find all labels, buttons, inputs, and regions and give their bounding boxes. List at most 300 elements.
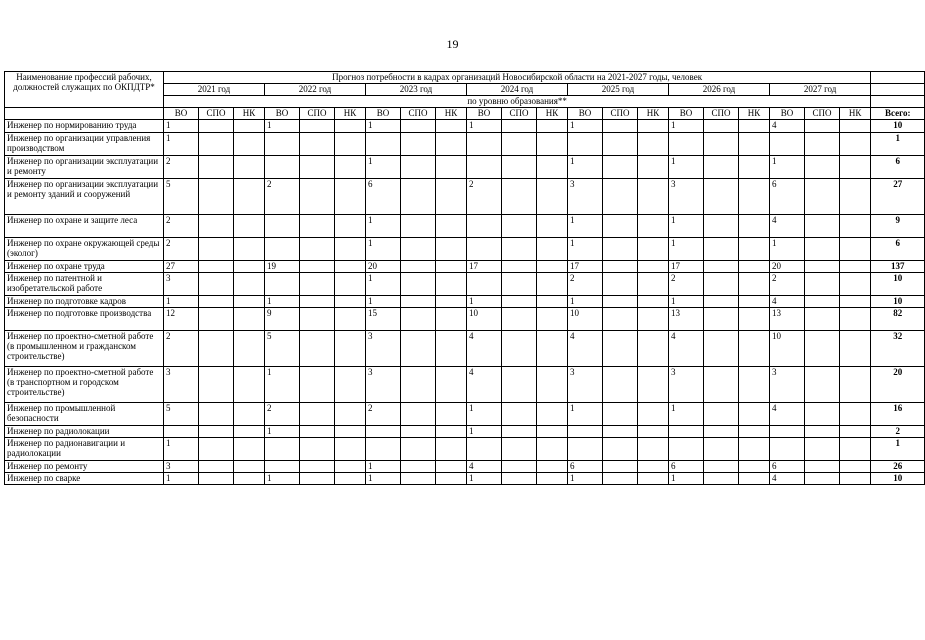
spo-value	[603, 120, 638, 133]
nk-value	[537, 261, 568, 273]
spo-value	[502, 367, 537, 403]
page-number: 19	[446, 37, 459, 51]
nk-value	[739, 179, 770, 215]
spo-value	[300, 296, 335, 308]
nk-value	[335, 261, 366, 273]
nk-value	[436, 308, 467, 331]
spo-value	[300, 215, 335, 238]
vo-value: 1	[669, 403, 704, 426]
spo-value	[603, 261, 638, 273]
vo-value: 20	[366, 261, 401, 273]
nk-value	[234, 179, 265, 215]
spo-value	[401, 331, 436, 367]
education-level-header: НК	[840, 108, 871, 120]
nk-value	[840, 120, 871, 133]
row-total: 1	[871, 133, 925, 156]
nk-value	[335, 331, 366, 367]
education-level-header: СПО	[502, 108, 537, 120]
nk-value	[537, 367, 568, 403]
spo-value	[300, 156, 335, 179]
profession-name: Инженер по охране труда	[5, 261, 164, 273]
spo-value	[401, 261, 436, 273]
row-total: 6	[871, 156, 925, 179]
year-header: 2023 год	[366, 84, 467, 96]
vo-value: 19	[265, 261, 300, 273]
vo-value: 1	[366, 296, 401, 308]
row-total: 9	[871, 215, 925, 238]
spo-value	[502, 238, 537, 261]
sub-header-row	[5, 108, 925, 120]
table-row	[5, 461, 925, 473]
vo-value: 1	[265, 426, 300, 438]
spo-value	[401, 120, 436, 133]
vo-value: 4	[770, 120, 805, 133]
table-title: Прогноз потребности в кадрах организаций Новосибирской области на 2021-2027 годы, человек	[164, 72, 871, 84]
nk-value	[335, 308, 366, 331]
spo-value	[603, 156, 638, 179]
spo-value	[401, 473, 436, 485]
spo-value	[199, 473, 234, 485]
table-row	[5, 296, 925, 308]
spo-value	[199, 133, 234, 156]
table-row	[5, 215, 925, 238]
row-total: 10	[871, 273, 925, 296]
nk-value	[234, 296, 265, 308]
vo-value	[568, 133, 603, 156]
year-header: 2027 год	[770, 84, 871, 96]
total-header: Всего:	[871, 108, 925, 120]
spo-value	[401, 438, 436, 461]
nk-value	[335, 473, 366, 485]
spo-value	[603, 238, 638, 261]
nk-value	[335, 438, 366, 461]
nk-value	[234, 473, 265, 485]
nk-value	[638, 133, 669, 156]
row-total: 10	[871, 473, 925, 485]
vo-value: 6	[568, 461, 603, 473]
row-total: 10	[871, 120, 925, 133]
spo-value	[401, 133, 436, 156]
spo-value	[199, 120, 234, 133]
nk-value	[537, 179, 568, 215]
spo-value	[401, 308, 436, 331]
nk-value	[638, 367, 669, 403]
spo-value	[603, 273, 638, 296]
spo-value	[401, 273, 436, 296]
vo-value: 4	[770, 473, 805, 485]
nk-value	[638, 273, 669, 296]
vo-value: 1	[164, 296, 199, 308]
nk-value	[335, 426, 366, 438]
spo-value	[704, 215, 739, 238]
nk-value	[739, 461, 770, 473]
spo-value	[199, 296, 234, 308]
vo-value: 1	[366, 461, 401, 473]
spo-value	[805, 120, 840, 133]
vo-value: 12	[164, 308, 199, 331]
profession-name: Инженер по радиолокации	[5, 426, 164, 438]
spo-value	[502, 296, 537, 308]
nk-value	[436, 215, 467, 238]
vo-value: 1	[568, 120, 603, 133]
vo-value: 20	[770, 261, 805, 273]
spo-value	[603, 331, 638, 367]
vo-value: 1	[164, 120, 199, 133]
vo-value: 3	[568, 367, 603, 403]
spo-value	[603, 308, 638, 331]
vo-value: 1	[366, 156, 401, 179]
spo-value	[704, 179, 739, 215]
spo-value	[300, 403, 335, 426]
nk-value	[840, 438, 871, 461]
nk-value	[840, 331, 871, 367]
total-spacer	[871, 84, 925, 96]
nk-value	[335, 461, 366, 473]
vo-value: 1	[467, 296, 502, 308]
nk-value	[234, 367, 265, 403]
nk-value	[234, 238, 265, 261]
vo-value	[467, 156, 502, 179]
nk-value	[234, 120, 265, 133]
profession-name: Инженер по подготовке кадров	[5, 296, 164, 308]
spo-value	[502, 156, 537, 179]
vo-value: 1	[770, 238, 805, 261]
nk-value	[537, 238, 568, 261]
spo-value	[300, 331, 335, 367]
vo-value: 4	[467, 461, 502, 473]
vo-value	[265, 438, 300, 461]
spo-value	[603, 215, 638, 238]
spo-value	[502, 261, 537, 273]
vo-value: 3	[164, 367, 199, 403]
nk-value	[739, 120, 770, 133]
spo-value	[502, 133, 537, 156]
table-row	[5, 273, 925, 296]
spo-value	[300, 179, 335, 215]
vo-value	[467, 133, 502, 156]
vo-value: 3	[366, 331, 401, 367]
nk-value	[537, 308, 568, 331]
spo-value	[704, 296, 739, 308]
vo-value: 2	[265, 403, 300, 426]
spo-value	[704, 156, 739, 179]
vo-value: 9	[265, 308, 300, 331]
nk-value	[638, 238, 669, 261]
spo-value	[300, 133, 335, 156]
spo-value	[805, 331, 840, 367]
vo-value: 1	[568, 473, 603, 485]
vo-value	[467, 438, 502, 461]
vo-value: 1	[265, 367, 300, 403]
spo-value	[603, 179, 638, 215]
vo-value: 1	[265, 296, 300, 308]
nk-value	[840, 215, 871, 238]
spo-value	[603, 426, 638, 438]
vo-value: 1	[669, 120, 704, 133]
profession-name: Инженер по охране окружающей среды (эколог)	[5, 238, 164, 261]
spo-value	[704, 238, 739, 261]
spo-value	[704, 426, 739, 438]
vo-value: 6	[366, 179, 401, 215]
vo-value	[467, 273, 502, 296]
nk-value	[840, 133, 871, 156]
spo-value	[401, 461, 436, 473]
nk-value	[234, 273, 265, 296]
row-total: 82	[871, 308, 925, 331]
education-level-header: СПО	[199, 108, 234, 120]
vo-value	[164, 426, 199, 438]
row-total: 10	[871, 296, 925, 308]
vo-value: 10	[467, 308, 502, 331]
vo-value: 1	[366, 120, 401, 133]
vo-value	[770, 438, 805, 461]
vo-value: 1	[164, 473, 199, 485]
nk-value	[638, 438, 669, 461]
vo-value: 2	[164, 215, 199, 238]
spo-value	[199, 426, 234, 438]
vo-value: 4	[467, 367, 502, 403]
nk-value	[739, 133, 770, 156]
vo-value: 4	[770, 215, 805, 238]
nk-value	[537, 461, 568, 473]
nk-value	[739, 308, 770, 331]
spo-value	[704, 461, 739, 473]
nk-value	[234, 461, 265, 473]
table-row	[5, 120, 925, 133]
row-total: 32	[871, 331, 925, 367]
vo-value	[366, 438, 401, 461]
spo-value	[502, 461, 537, 473]
spo-value	[502, 403, 537, 426]
nk-value	[436, 179, 467, 215]
vo-value	[366, 426, 401, 438]
nk-value	[234, 261, 265, 273]
nk-value	[234, 156, 265, 179]
spo-value	[199, 308, 234, 331]
spo-value	[300, 473, 335, 485]
nk-value	[436, 261, 467, 273]
spo-value	[805, 403, 840, 426]
vo-value: 3	[568, 179, 603, 215]
education-level-header: НК	[638, 108, 669, 120]
profession-name: Инженер по сварке	[5, 473, 164, 485]
spo-value	[805, 133, 840, 156]
education-level-header: СПО	[805, 108, 840, 120]
nk-value	[638, 261, 669, 273]
vo-value	[568, 426, 603, 438]
spo-value	[401, 403, 436, 426]
spo-value	[502, 179, 537, 215]
year-header: 2024 год	[467, 84, 568, 96]
vo-value: 1	[669, 296, 704, 308]
vo-value: 2	[164, 238, 199, 261]
profession-name: Инженер по промышленной безопасности	[5, 403, 164, 426]
vo-value	[265, 215, 300, 238]
vo-value	[265, 273, 300, 296]
spo-value	[805, 238, 840, 261]
row-total: 1	[871, 438, 925, 461]
nk-value	[436, 331, 467, 367]
spo-value	[300, 461, 335, 473]
year-header: 2025 год	[568, 84, 669, 96]
vo-value: 3	[164, 273, 199, 296]
spo-value	[300, 120, 335, 133]
nk-value	[537, 215, 568, 238]
table-row	[5, 403, 925, 426]
name-column-header: Наименование профессий рабочих, должностей служащих по ОКПДТР*	[5, 72, 164, 108]
row-total: 2	[871, 426, 925, 438]
vo-value: 1	[467, 426, 502, 438]
spo-value	[199, 403, 234, 426]
vo-value: 1	[366, 215, 401, 238]
nk-value	[638, 331, 669, 367]
nk-value	[840, 473, 871, 485]
nk-value	[739, 156, 770, 179]
nk-value	[436, 273, 467, 296]
spo-value	[502, 215, 537, 238]
nk-value	[638, 215, 669, 238]
nk-value	[739, 367, 770, 403]
row-total: 27	[871, 179, 925, 215]
nk-value	[436, 133, 467, 156]
spo-value	[199, 261, 234, 273]
spo-value	[704, 261, 739, 273]
nk-value	[234, 331, 265, 367]
spo-value	[502, 473, 537, 485]
nk-value	[335, 273, 366, 296]
spo-value	[401, 156, 436, 179]
education-level-header: ВО	[568, 108, 603, 120]
spo-value	[805, 473, 840, 485]
spo-value	[199, 273, 234, 296]
vo-value: 3	[669, 179, 704, 215]
spo-value	[805, 156, 840, 179]
spo-value	[704, 403, 739, 426]
spo-value	[704, 438, 739, 461]
spo-value	[300, 438, 335, 461]
nk-value	[638, 426, 669, 438]
nk-value	[840, 238, 871, 261]
spo-value	[300, 238, 335, 261]
nk-value	[739, 296, 770, 308]
spo-value	[805, 296, 840, 308]
sub-header-name-spacer	[5, 108, 164, 120]
vo-value	[265, 133, 300, 156]
profession-name: Инженер по организации эксплуатации и ремонту	[5, 156, 164, 179]
spo-value	[704, 273, 739, 296]
nk-value	[234, 133, 265, 156]
nk-value	[436, 438, 467, 461]
vo-value: 1	[669, 238, 704, 261]
nk-value	[234, 426, 265, 438]
education-level-header: НК	[335, 108, 366, 120]
table-row	[5, 426, 925, 438]
nk-value	[840, 179, 871, 215]
nk-value	[739, 273, 770, 296]
vo-value: 2	[568, 273, 603, 296]
nk-value	[840, 273, 871, 296]
nk-value	[537, 120, 568, 133]
nk-value	[638, 156, 669, 179]
vo-value: 5	[265, 331, 300, 367]
spo-value	[805, 308, 840, 331]
nk-value	[335, 133, 366, 156]
vo-value: 5	[164, 179, 199, 215]
row-total: 16	[871, 403, 925, 426]
vo-value: 17	[669, 261, 704, 273]
spo-value	[704, 473, 739, 485]
nk-value	[436, 426, 467, 438]
vo-value: 1	[366, 473, 401, 485]
nk-value	[234, 438, 265, 461]
profession-name: Инженер по проектно-сметной работе (в транспортном и городском строительстве)	[5, 367, 164, 403]
spo-value	[502, 426, 537, 438]
vo-value: 2	[265, 179, 300, 215]
spo-value	[199, 215, 234, 238]
spo-value	[502, 273, 537, 296]
nk-value	[638, 403, 669, 426]
row-total: 137	[871, 261, 925, 273]
vo-value: 17	[568, 261, 603, 273]
profession-name: Инженер по патентной и изобретательской работе	[5, 273, 164, 296]
vo-value: 2	[669, 273, 704, 296]
vo-value: 2	[164, 156, 199, 179]
spo-value	[199, 438, 234, 461]
nk-value	[335, 215, 366, 238]
nk-value	[436, 156, 467, 179]
vo-value	[770, 133, 805, 156]
vo-value: 1	[770, 156, 805, 179]
nk-value	[638, 179, 669, 215]
vo-value: 4	[467, 331, 502, 367]
vo-value	[265, 238, 300, 261]
spo-value	[300, 273, 335, 296]
vo-value: 3	[164, 461, 199, 473]
spo-value	[603, 473, 638, 485]
spo-value	[502, 438, 537, 461]
vo-value: 17	[467, 261, 502, 273]
vo-value	[467, 238, 502, 261]
nk-value	[739, 215, 770, 238]
spo-value	[805, 461, 840, 473]
vo-value: 6	[770, 461, 805, 473]
year-header: 2026 год	[669, 84, 770, 96]
education-level-header: НК	[739, 108, 770, 120]
spo-value	[704, 367, 739, 403]
nk-value	[436, 403, 467, 426]
vo-value: 1	[669, 473, 704, 485]
spo-value	[199, 461, 234, 473]
spo-value	[704, 308, 739, 331]
nk-value	[436, 367, 467, 403]
table-row	[5, 133, 925, 156]
spo-value	[401, 179, 436, 215]
spo-value	[199, 156, 234, 179]
education-level-header: ВО	[467, 108, 502, 120]
vo-value: 10	[770, 331, 805, 367]
education-level-header: ВО	[669, 108, 704, 120]
spo-value	[199, 238, 234, 261]
education-level-header: ВО	[265, 108, 300, 120]
vo-value	[770, 426, 805, 438]
vo-value: 13	[770, 308, 805, 331]
vo-value: 1	[467, 403, 502, 426]
vo-value: 4	[568, 331, 603, 367]
spo-value	[704, 331, 739, 367]
nk-value	[739, 261, 770, 273]
vo-value: 1	[467, 473, 502, 485]
nk-value	[436, 120, 467, 133]
